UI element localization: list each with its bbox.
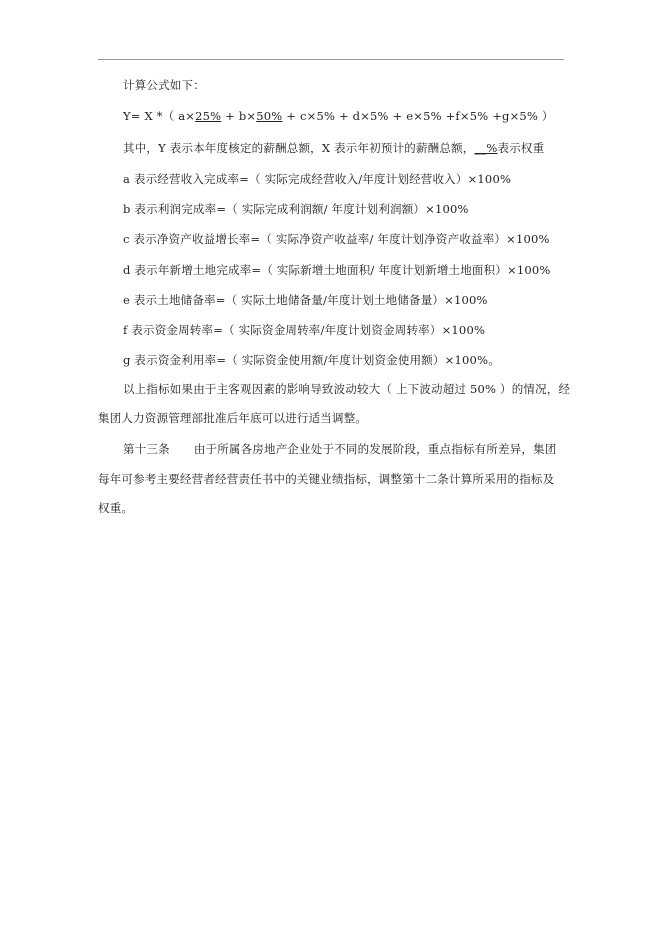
definition-g: g 表示资金利用率=（ 实际资金使用额/年度计划资金使用额）×100%。	[123, 353, 500, 367]
article13-line3: 权重。	[98, 501, 134, 515]
formula-line	[123, 108, 554, 124]
paragraph1-line1: 以上指标如果由于主客观因素的影响导致波动较大（ 上下波动超过 50% ）的情况，经	[123, 382, 571, 396]
definition-d: d 表示年新增土地完成率=（ 实际新增土地面积/ 年度计划新增土地面积）×100%	[123, 263, 551, 277]
definition-f: f 表示资金周转率=（ 实际资金周转率/年度计划资金周转率）×100%	[123, 323, 486, 337]
explanation-suffix: 表示权重	[497, 141, 545, 155]
formula-prefix: Y= X *（ a×	[123, 109, 196, 123]
explanation-line	[123, 140, 544, 156]
article13-line1	[123, 441, 557, 457]
header-rule	[98, 59, 564, 60]
definition-e: e 表示土地储备率=（ 实际土地储备量/年度计划土地储备量）×100%	[123, 293, 488, 307]
formula-intro: 计算公式如下：	[123, 78, 205, 92]
formula-mid: + b×	[221, 109, 257, 123]
article13-label: 第十三条	[123, 442, 170, 456]
explanation-blank: __%	[474, 141, 498, 155]
explanation-text: 其中，Y 表示本年度核定的薪酬总额，X 表示年初预计的薪酬总额，	[123, 141, 475, 155]
definition-b: b 表示利润完成率=（ 实际完成利润额/ 年度计划利润额）×100%	[123, 202, 469, 216]
formula-tail: + c×5% + d×5% + e×5% +f×5% +g×5% ）	[282, 109, 554, 123]
definition-a: a 表示经营收入完成率=（ 实际完成经营收入/年度计划经营收入）×100%	[123, 172, 512, 186]
article13-text: 由于所属各房地产企业处于不同的发展阶段，重点指标有所差异，集团	[193, 442, 557, 456]
formula-weight-b: 50%	[256, 109, 283, 123]
formula-weight-a: 25%	[195, 109, 222, 123]
paragraph1-line2: 集团人力资源管理部批准后年底可以进行适当调整。	[98, 411, 368, 425]
article13-line2: 每年可参考主要经营者经营责任书中的关键业绩指标，调整第十二条计算所采用的指标及	[98, 472, 555, 486]
definition-c: c 表示净资产收益增长率=（ 实际净资产收益率/ 年度计划净资产收益率）×100%	[123, 232, 550, 246]
